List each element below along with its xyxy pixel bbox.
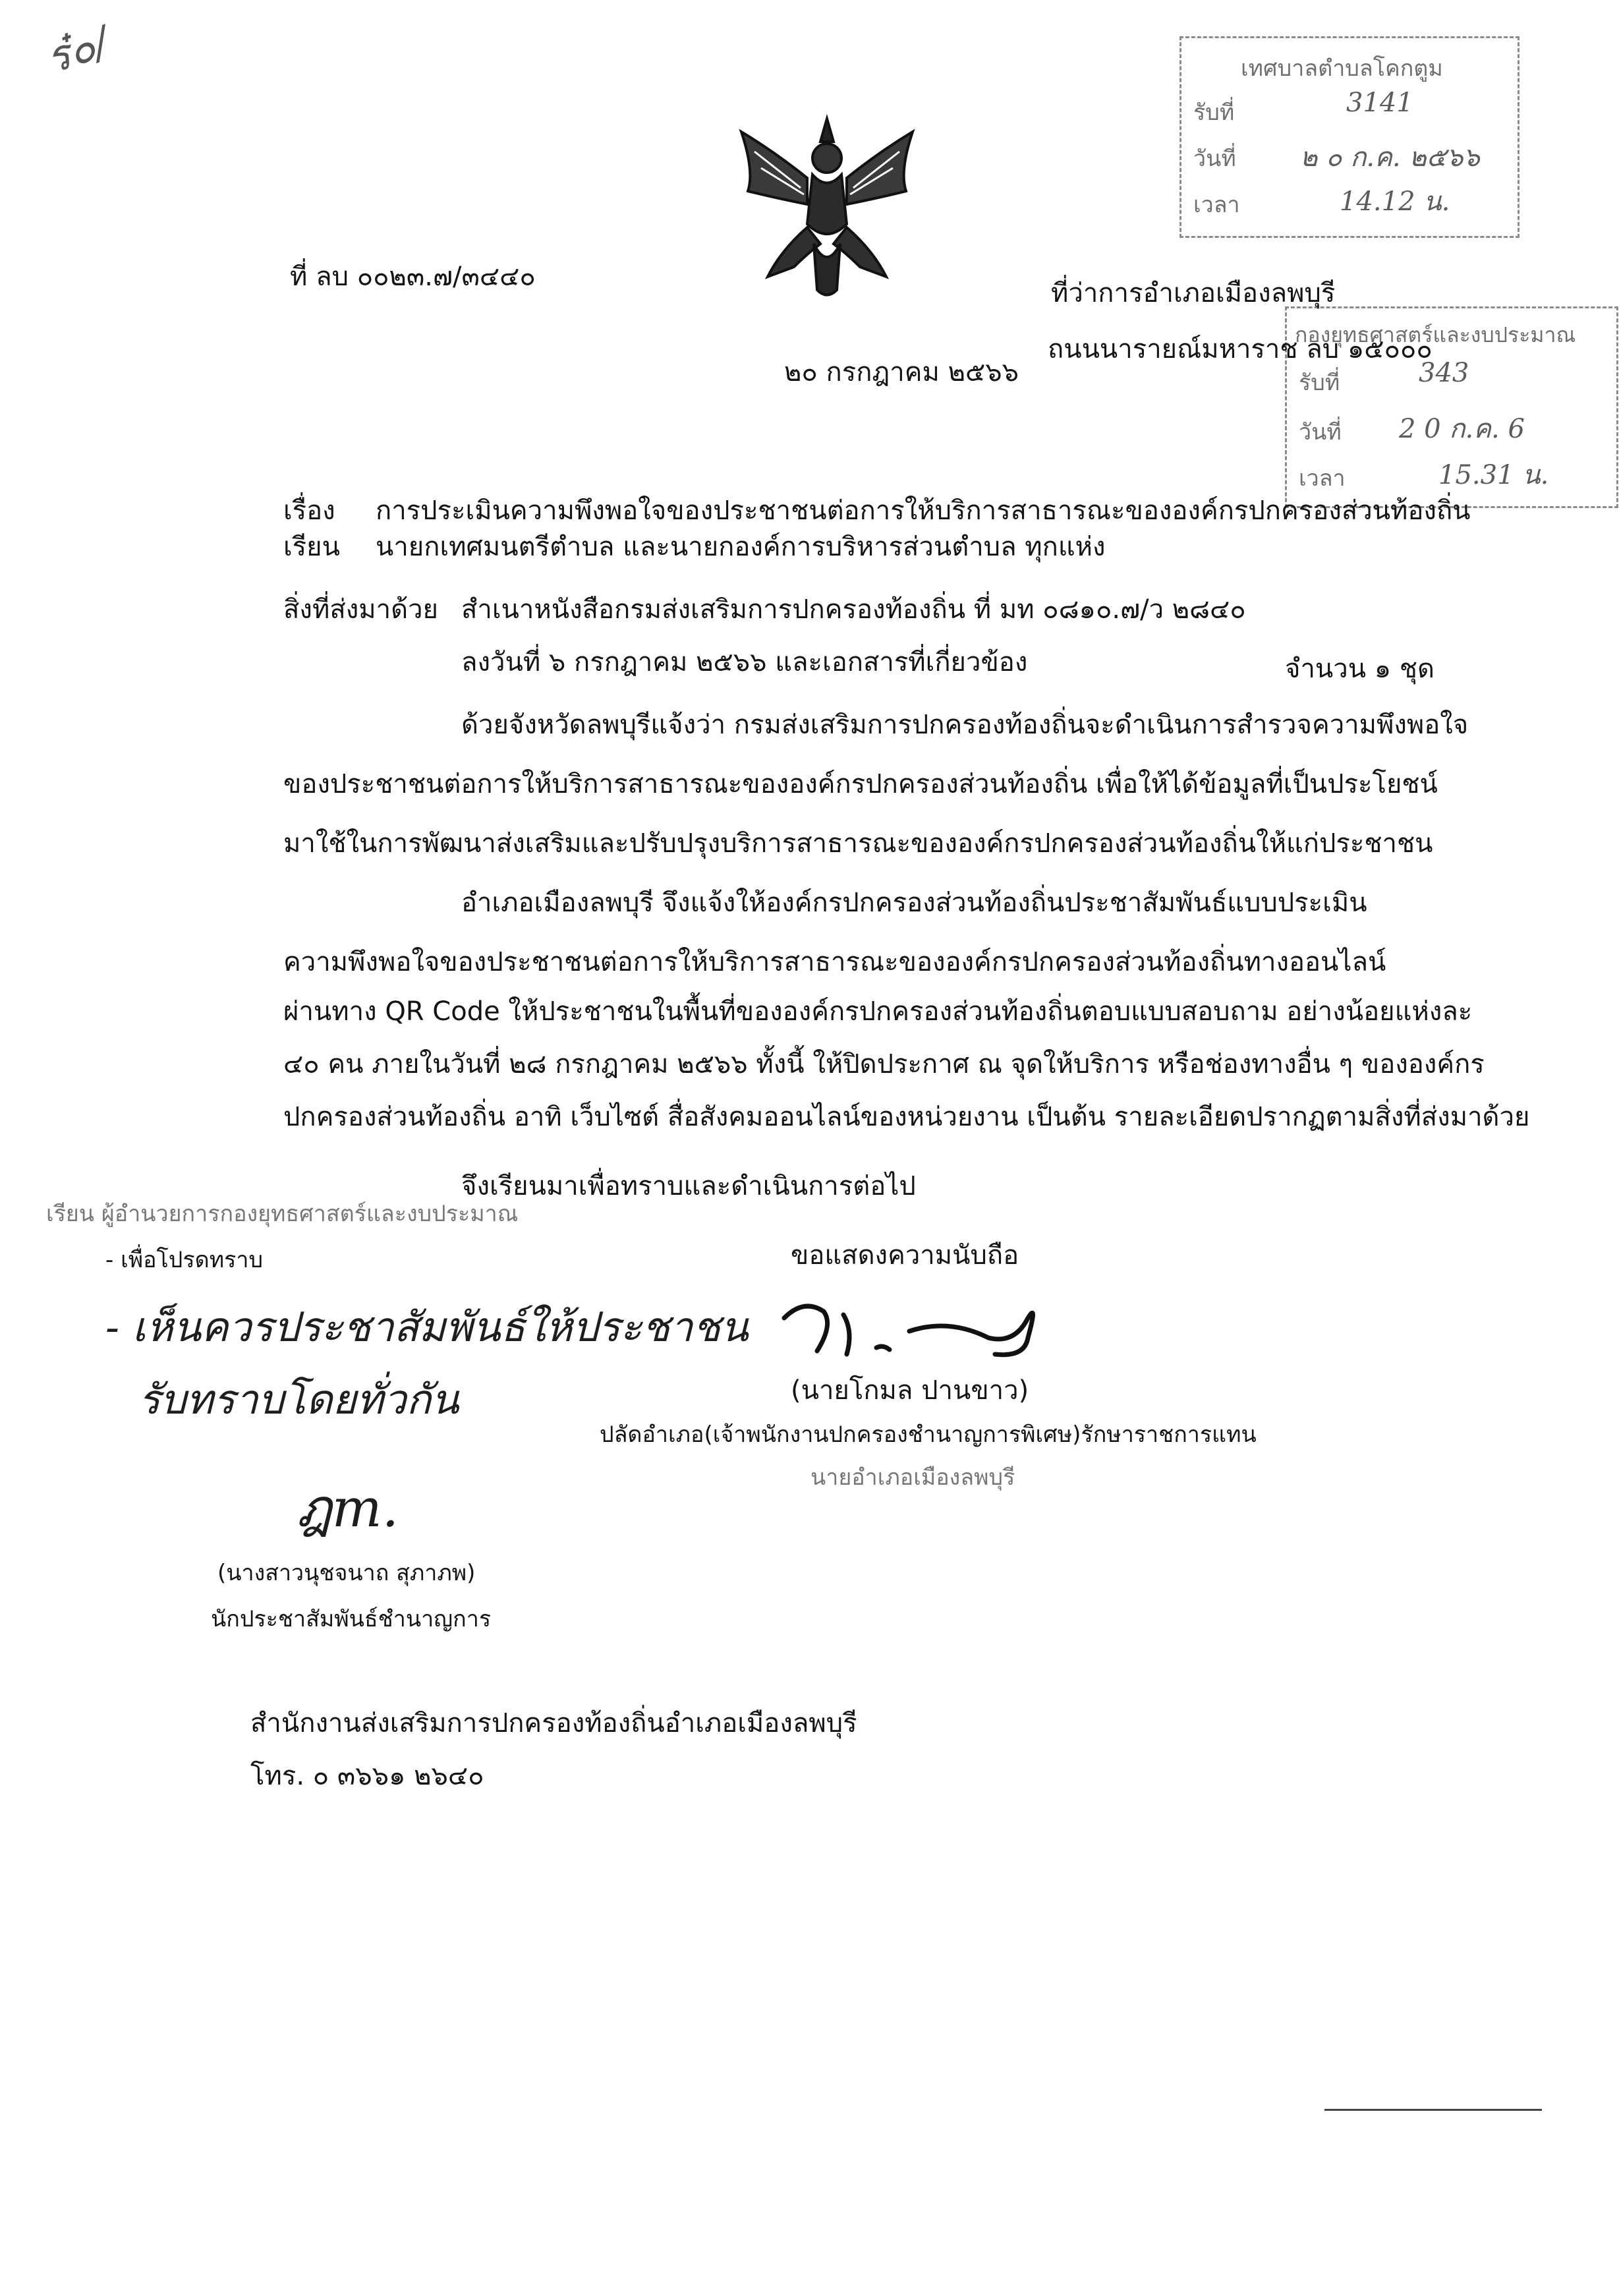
margin-note-to: เรียน ผู้อำนวยการกองยุทธศาสตร์และงบประมาณ: [46, 1201, 519, 1227]
enclosure-line-2: ลงวันที่ ๖ กรกฎาคม ๒๕๖๖ และเอกสารที่เกี่ยวข้อง: [461, 647, 1028, 677]
margin-note-position: นักประชาสัมพันธ์ชำนาญการ: [211, 1606, 492, 1632]
signer-name: (นายโกมล ปานขาว): [791, 1375, 1029, 1406]
stamp-time-label: เวลา: [1299, 465, 1346, 492]
body-paragraph-1-line-1: ด้วยจังหวัดลพบุรีแจ้งว่า กรมส่งเสริมการปกครองท้องถิ่นจะดำเนินการสำรวจความพึงพอใจ: [461, 710, 1469, 740]
margin-note-name: (นางสาวนุชจนาถ สุภาภพ): [217, 1560, 476, 1586]
body-paragraph-1-line-3: มาใช้ในการพัฒนาส่งเสริมและปรับปรุงบริการสาธารณะขององค์กรปกครองส่วนท้องถิ่นให้แก่ประชาชน: [283, 828, 1433, 859]
body-paragraph-2-line-5: ปกครองส่วนท้องถิ่น อาทิ เว็บไซต์ สื่อสังคมออนไลน์ของหน่วยงาน เป็นต้น รายละเอียดปรากฏตามสิ่งที่ส่งมาด้วย: [283, 1102, 1530, 1132]
margin-note-for-info: - เพื่อโปรดทราบ: [105, 1247, 264, 1273]
enclosure-line-1: สำเนาหนังสือกรมส่งเสริมการปกครองท้องถิ่น ที่ มท ๐๘๑๐.๗/ว ๒๘๔๐: [461, 594, 1246, 625]
footer-telephone: โทร. ๐ ๓๖๖๑ ๒๖๔๐: [250, 1761, 484, 1791]
footer-divider: [1324, 2109, 1542, 2111]
body-paragraph-1-line-2: ของประชาชนต่อการให้บริการสาธารณะขององค์กรปกครองส่วนท้องถิ่น เพื่อให้ได้ข้อมูลที่เป็นประโยชน์: [283, 769, 1438, 799]
office-address: ถนนนารายณ์มหาราช ลบ ๑๕๐๐๐: [1048, 334, 1433, 364]
subject-text: การประเมินความพึงพอใจของประชาชนต่อการให้บริการสาธารณะขององค์กรปกครองส่วนท้องถิ่น: [376, 496, 1471, 526]
stamp-received-no: 343: [1419, 358, 1469, 388]
corner-handwritten-note: ร๋๐/: [40, 18, 115, 84]
stamp-received-label: รับที่: [1193, 100, 1235, 126]
body-paragraph-2-line-4: ๔๐ คน ภายในวันที่ ๒๘ กรกฎาคม ๒๕๖๖ ทั้งนี้ ให้ปิดประกาศ ณ จุดให้บริการ หรือช่องทางอื่น ๆ ขององค์กร: [283, 1049, 1485, 1079]
stamp-title: เทศบาลตำบลโคกตูม: [1241, 55, 1443, 82]
stamp-received-label: รับที่: [1299, 370, 1340, 396]
office-name: ที่ว่าการอำเภอเมืองลพบุรี: [1051, 278, 1336, 308]
margin-note-initials: ฎm.: [297, 1478, 399, 1539]
salutation-label: เรียน: [283, 532, 340, 562]
stamp-date: 2 0 ก.ค. 6: [1399, 414, 1525, 444]
stamp-date: ๒ ๐ ก.ค. ๒๕๖๖: [1300, 142, 1480, 173]
enclosure-label: สิ่งที่ส่งมาด้วย: [283, 594, 438, 625]
stamp-time: 14.12 น.: [1340, 187, 1450, 217]
stamp-time: 15.31 น.: [1438, 460, 1549, 490]
stamp-time-label: เวลา: [1193, 192, 1240, 218]
margin-note-handwriting-2: รับทราบโดยทั่วกัน: [138, 1375, 459, 1423]
signature-mark: [778, 1292, 1061, 1371]
enclosure-count: จำนวน ๑ ชุด: [1285, 654, 1434, 684]
salutation-text: นายกเทศมนตรีตำบล และนายกองค์การบริหารส่วนตำบล ทุกแห่ง: [376, 532, 1106, 562]
margin-note-handwriting-1: - เห็นควรประชาสัมพันธ์ให้ประชาชน: [105, 1303, 749, 1351]
signer-position: ปลัดอำเภอ(เจ้าพนักงานปกครองชำนาญการพิเศษ)รักษาราชการแทน: [600, 1421, 1257, 1448]
stamp-date-label: วันที่: [1299, 419, 1342, 445]
closing-sentence: จึงเรียนมาเพื่อทราบและดำเนินการต่อไป: [461, 1171, 916, 1201]
footer-office: สำนักงานส่งเสริมการปกครองท้องถิ่นอำเภอเมืองลพบุรี: [250, 1708, 857, 1738]
stamp-received-no: 3141: [1346, 88, 1413, 118]
body-paragraph-2-line-3: ผ่านทาง QR Code ให้ประชาชนในพื้นที่ขององค์กรปกครองส่วนท้องถิ่นตอบแบบสอบถาม อย่างน้อยแห่งละ: [283, 996, 1473, 1027]
document-number: ที่ ลบ ๐๐๒๓.๗/๓๔๔๐: [290, 262, 536, 292]
body-paragraph-2-line-1: อำเภอเมืองลพบุรี จึงแจ้งให้องค์กรปกครองส่วนท้องถิ่นประชาสัมพันธ์แบบประเมิน: [461, 888, 1367, 918]
body-paragraph-2-line-2: ความพึงพอใจของประชาชนต่อการให้บริการสาธารณะขององค์กรปกครองส่วนท้องถิ่นทางออนไลน์: [283, 947, 1386, 977]
subject-label: เรื่อง: [283, 496, 335, 526]
garuda-emblem: [728, 112, 926, 303]
document-date: ๒๐ กรกฎาคม ๒๕๖๖: [784, 357, 1019, 387]
received-stamp-municipality: [1179, 36, 1520, 238]
stamp-date-label: วันที่: [1193, 146, 1236, 172]
closing-regards: ขอแสดงความนับถือ: [791, 1240, 1019, 1271]
stamp-title: กองยุทธศาสตร์และงบประมาณ: [1295, 322, 1576, 347]
signer-title: นายอำเภอเมืองลพบุรี: [810, 1464, 1015, 1491]
